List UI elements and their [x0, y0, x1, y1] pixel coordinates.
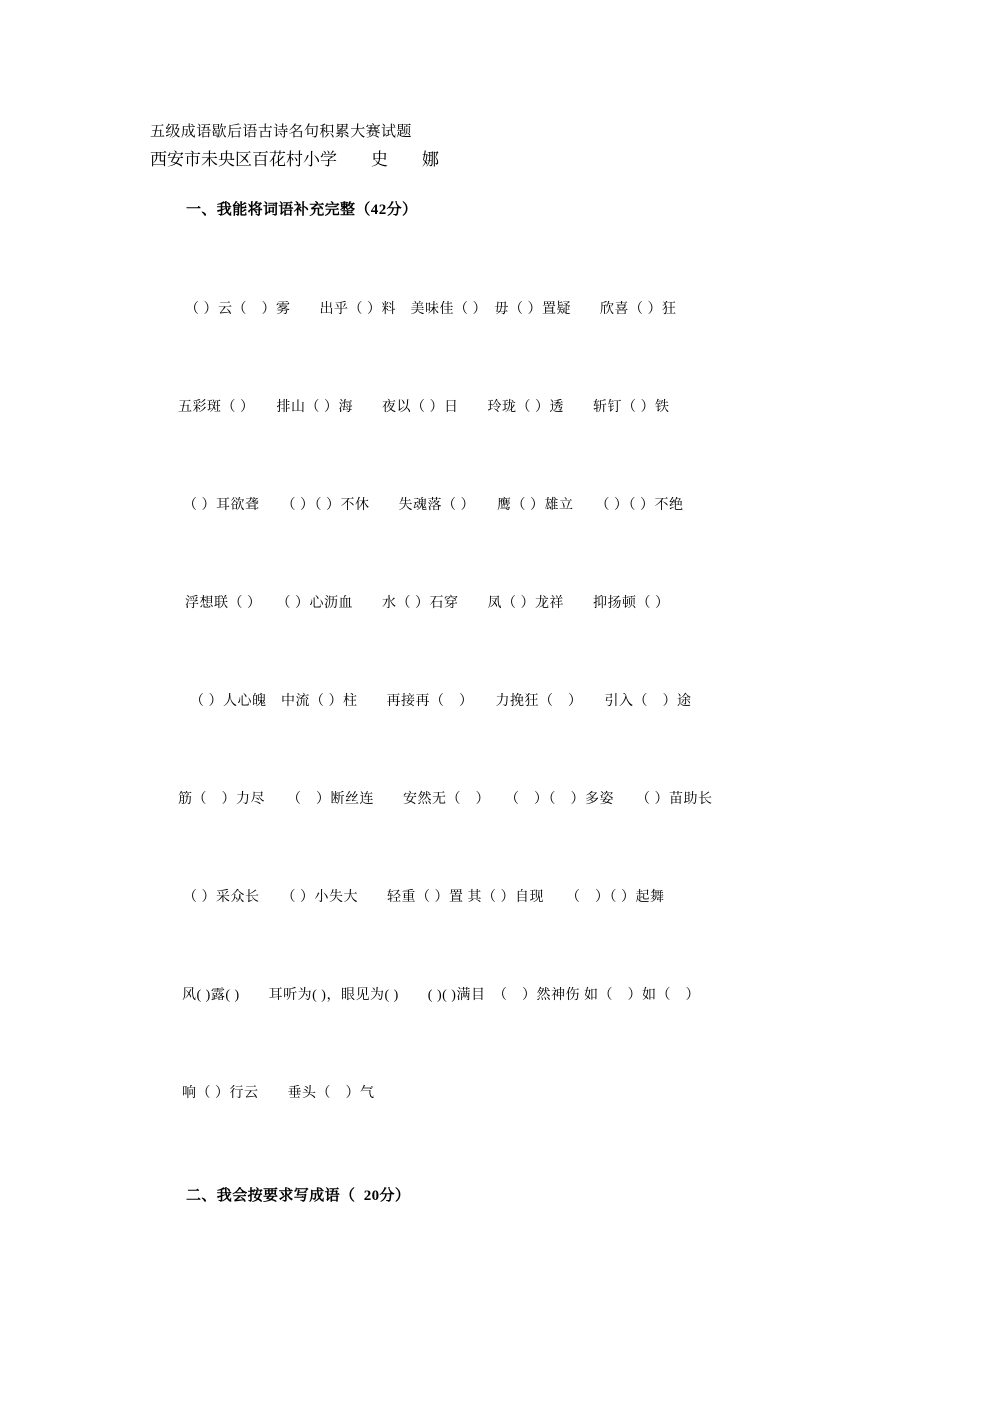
fill-in-blank-row: 五彩斑（ ） 排山（ ）海 夜以（ ）日 玲珑（ ）透 斩钉（ ）铁 — [178, 400, 670, 415]
fill-in-blank-row: （ ）耳欲聋 （ ）（ ）不休 失魂落（ ） 鹰（ ）雄立 （ ）（ ）不绝 — [183, 498, 684, 513]
section-one-heading: 一、我能将词语补充完整（42分） — [186, 202, 418, 218]
section-two-heading: 二、我会按要求写成语（ 20分） — [186, 1188, 411, 1204]
document-title: 五级成语歇后语古诗名句积累大赛试题 — [150, 124, 412, 140]
fill-in-blank-row: 风( )露( ) 耳听为( )，眼见为( ) ( )( )满目 （ ）然神伤 如（ ）如（ ） — [182, 988, 700, 1003]
section-one-rows — [178, 300, 713, 1182]
fill-in-blank-row: 响（ ）行云 垂头（ ）气 — [182, 1086, 375, 1101]
fill-in-blank-row: （ ）采众长 （ ）小失大 轻重（ ）置 其（ ）自现 （ ）（ ）起舞 — [183, 890, 665, 905]
fill-in-blank-row: 筋（ ）力尽 （ ）断丝连 安然无（ ） （ ）（ ）多姿 （ ）苗助长 — [178, 792, 713, 807]
fill-in-blank-row: 浮想联（ ） （ ）心沥血 水（ ）石穿 凤（ ）龙祥 抑扬顿（ ） — [185, 596, 670, 611]
fill-in-blank-row: （ ）人心魄 中流（ ）柱 再接再（ ） 力挽狂（ ） 引入（ ）途 — [190, 694, 692, 709]
school-author-line: 西安市未央区百花村小学 史 娜 — [150, 150, 439, 169]
fill-in-blank-row: （ ）云（ ）雾 出乎（ ）料 美味佳（ ） 毋（ ）置疑 欣喜（ ）狂 — [185, 302, 677, 317]
